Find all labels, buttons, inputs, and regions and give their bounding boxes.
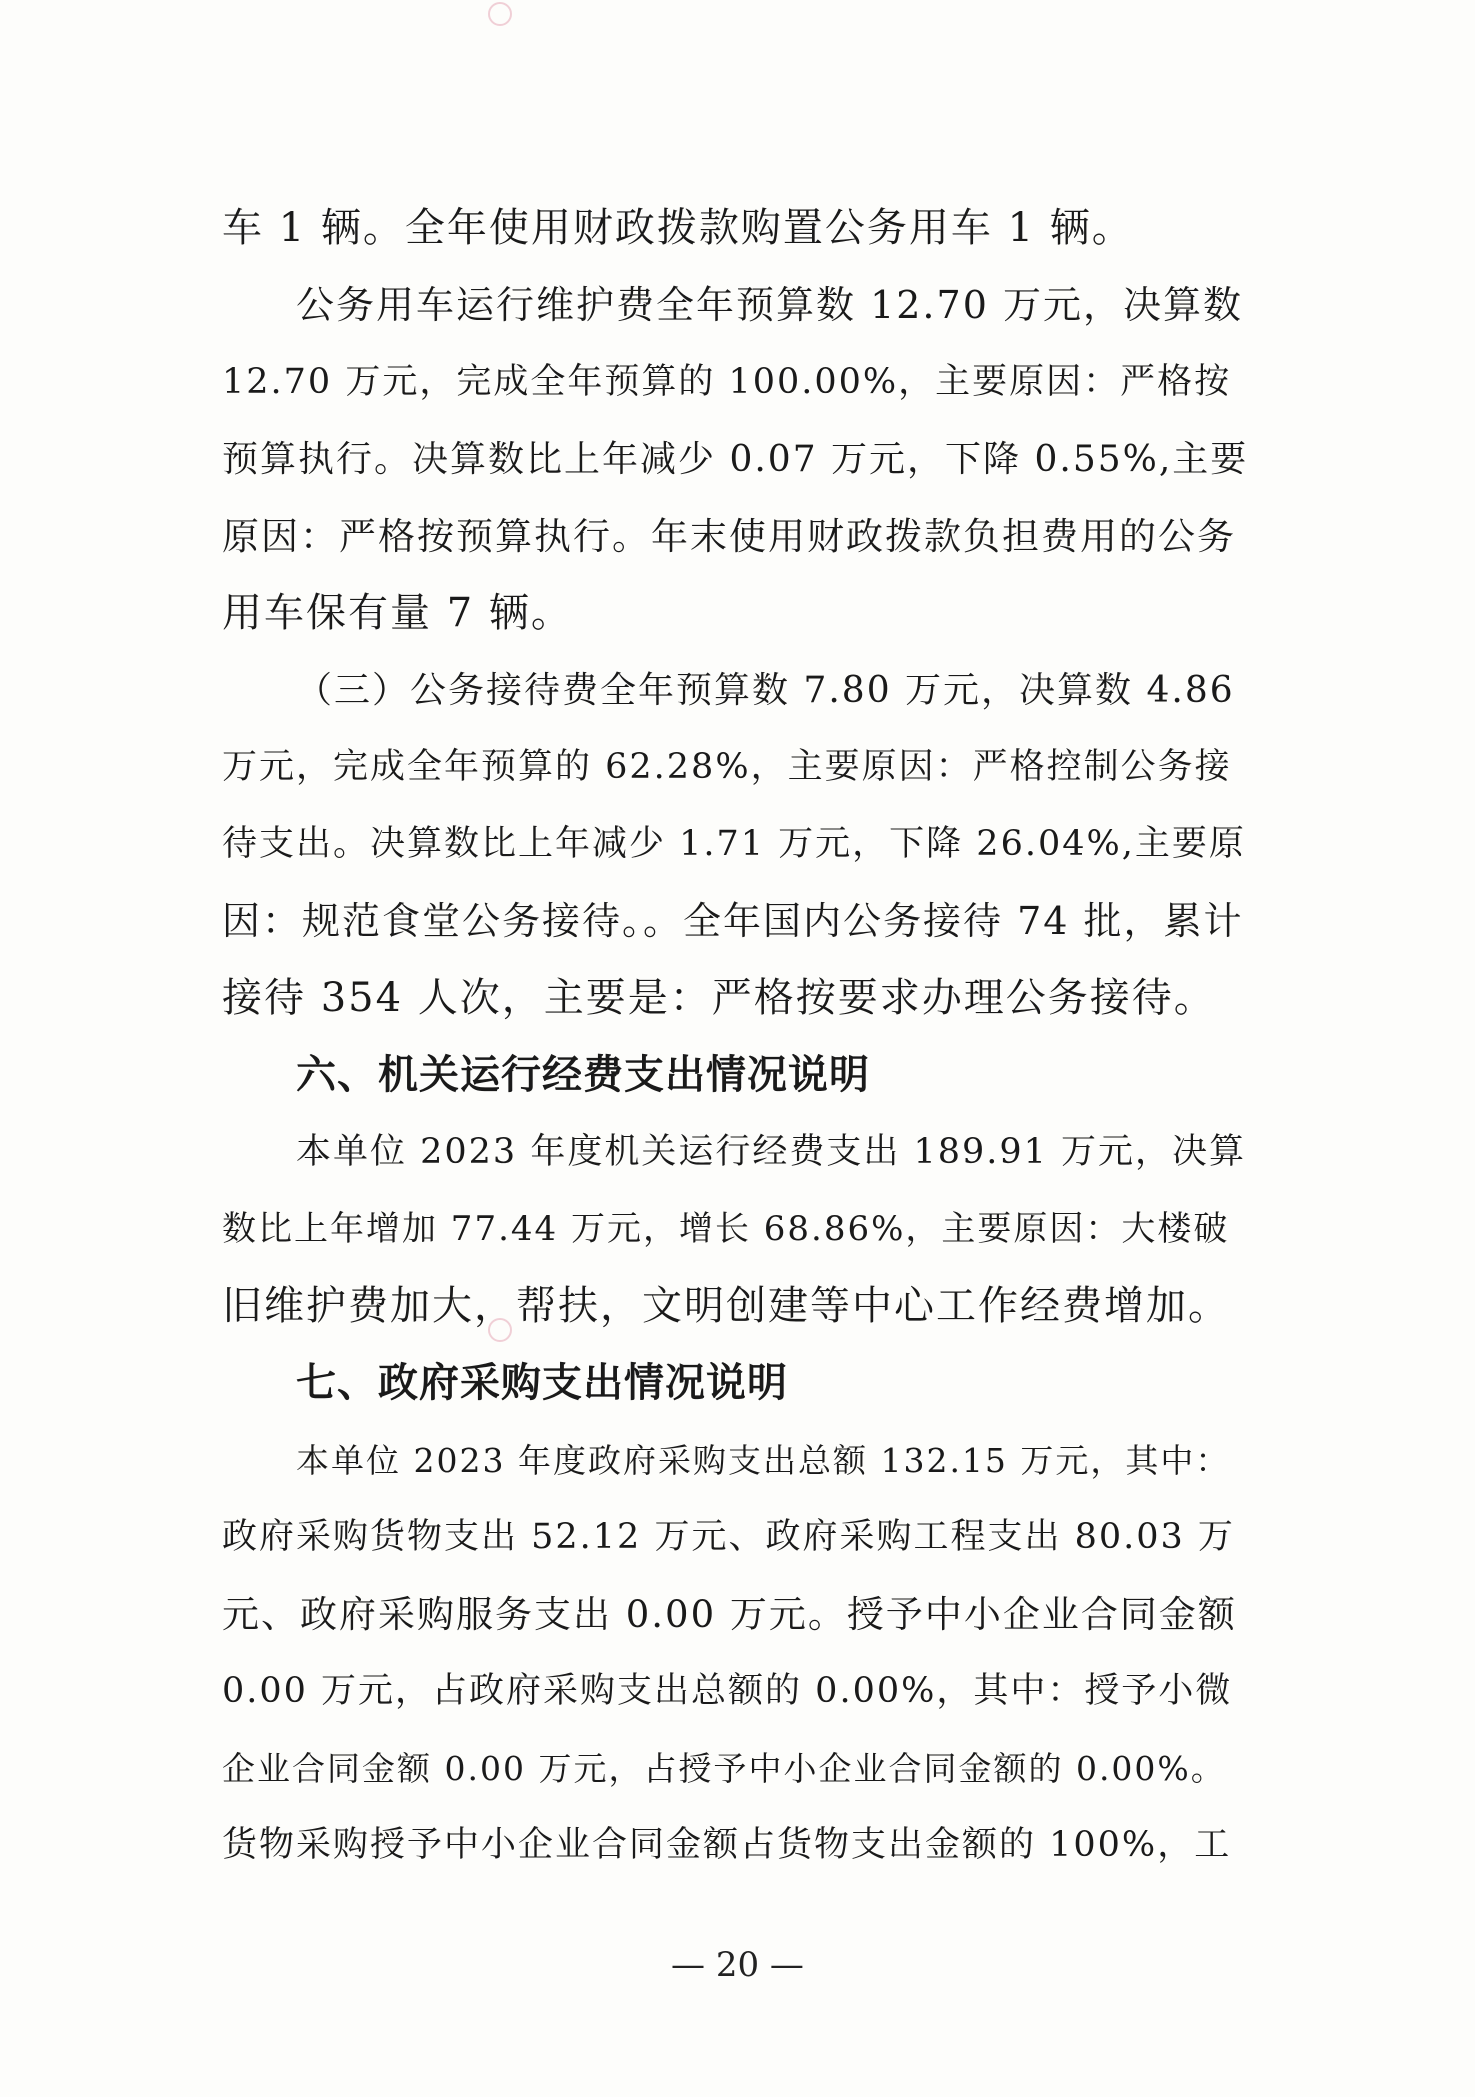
stamp-mark: [488, 2, 512, 26]
text-line: 12.70 万元，完成全年预算的 100.00%，主要原因：严格按: [222, 362, 1232, 402]
text-line: 待支出。决算数比上年减少 1.71 万元，下降 26.04%,主要原: [222, 824, 1246, 864]
text-line: 企业合同金额 0.00 万元，占授予中小企业合同金额的 0.00%。: [222, 1749, 1226, 1788]
text-line: 因：规范食堂公务接待。。全年国内公务接待 74 批，累计: [222, 899, 1244, 943]
text-line: 元、政府采购服务支出 0.00 万元。授予中小企业合同金额: [222, 1593, 1237, 1636]
section-heading-7: 七、政府采购支出情况说明: [296, 1360, 788, 1406]
text-line: 本单位 2023 年度机关运行经费支出 189.91 万元，决算: [296, 1132, 1247, 1172]
text-line: 0.00 万元，占政府采购支出总额的 0.00%，其中：授予小微: [222, 1671, 1233, 1711]
section-heading-6: 六、机关运行经费支出情况说明: [296, 1052, 870, 1098]
text-line: （三）公务接待费全年预算数 7.80 万元，决算数 4.86: [296, 670, 1235, 711]
text-line: 数比上年增加 77.44 万元，增长 68.86%，主要原因：大楼破: [222, 1209, 1230, 1249]
text-line: 车 1 辆。全年使用财政拨款购置公务用车 1 辆。: [222, 205, 1134, 251]
text-line: 接待 354 人次，主要是：严格按要求办理公务接待。: [222, 975, 1216, 1021]
text-line: 原因：严格按预算执行。年末使用财政拨款负担费用的公务: [222, 515, 1236, 558]
text-line: 货物采购授予中小企业合同金额占货物支出金额的 100%，工: [222, 1825, 1232, 1865]
text-line: 旧维护费加大，帮扶，文明创建等中心工作经费增加。: [222, 1283, 1230, 1329]
text-line: 预算执行。决算数比上年减少 0.07 万元，下降 0.55%,主要: [222, 439, 1249, 480]
document-body: [222, 190, 1252, 1884]
page-number: — 20 —: [671, 1945, 804, 1985]
text-line: 公务用车运行维护费全年预算数 12.70 万元，决算数: [296, 283, 1243, 327]
text-line: 用车保有量 7 辆。: [222, 590, 573, 636]
text-line: 万元，完成全年预算的 62.28%，主要原因：严格控制公务接: [222, 747, 1232, 787]
text-line: 政府采购货物支出 52.12 万元、政府采购工程支出 80.03 万: [222, 1517, 1235, 1557]
text-line: 本单位 2023 年度政府采购支出总额 132.15 万元，其中：: [296, 1441, 1231, 1480]
